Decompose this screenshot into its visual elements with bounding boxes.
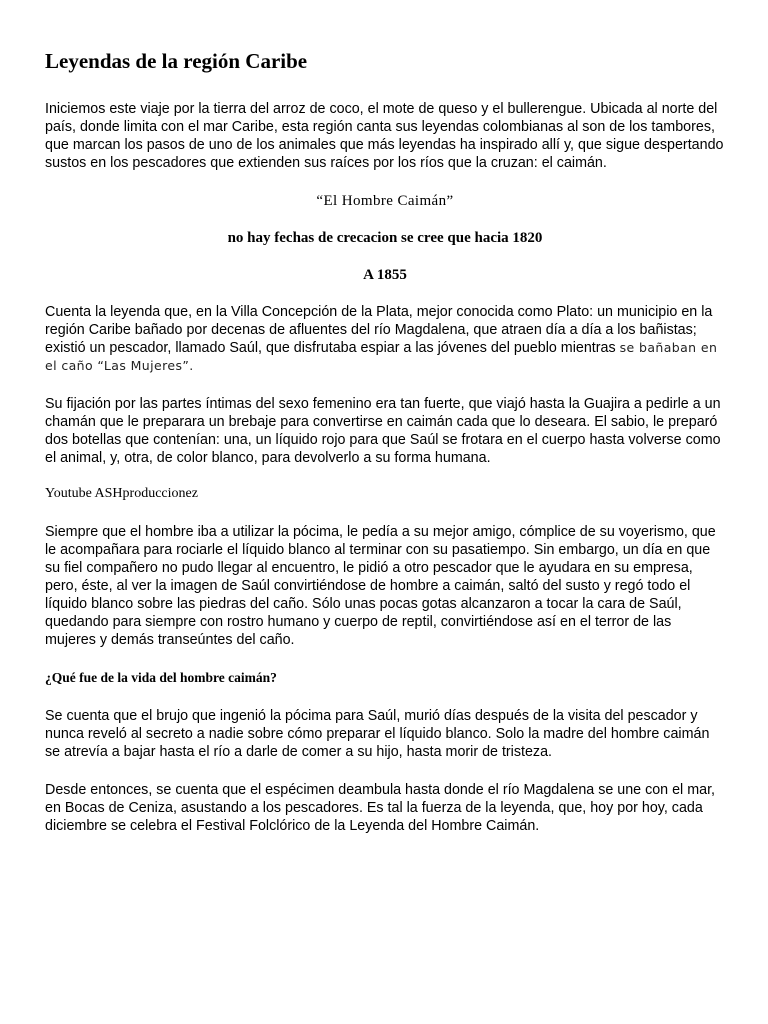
date-line-2: A 1855 <box>363 267 407 283</box>
paragraph-1-main: Cuenta la leyenda que, en la Villa Concepción de la Plata, mejor conocida como Plato: un municipio en la región Caribe bañado por decenas de afluentes del río Magdalena, que atraen día a día a los bañistas; existió un pescador, llamado Saúl, que disfrutaba espiar a las jóvenes del pueblo mientras <box>45 304 713 356</box>
paragraph-5: Desde entonces, se cuenta que el espécimen deambula hasta donde el río Magdalena se une con el mar, en Bocas de Ceniza, asustando a los pescadores. Es tal la fuerza de la leyenda, que, hoy por hoy, cada diciembre se celebra el Festival Folclórico de la Leyenda del Hombre Caimán. <box>45 782 716 834</box>
paragraph-2: Su fijación por las partes íntimas del sexo femenino era tan fuerte, que viajó hasta la Guajira a pedirle a un chamán que le preparara un brebaje para convertirse en caimán cada que lo deseara. El sabio, le preparó dos botellas que contenían: una, un líquido rojo para que Saúl se frotara en el cuerpo hasta volverse como el animal, y, otra, de color blanco, para devolverlo a su forma humana. <box>45 396 721 466</box>
paragraph-4: Se cuenta que el brujo que ingenió la pócima para Saúl, murió días después de la visita del pescador y nunca reveló al secreto a nadie sobre cómo preparar el líquido blanco. Solo la madre del hombre caimán se atrevía a bajar hasta el río a darle de comer a su hijo, hasta morir de tristeza. <box>45 708 710 760</box>
page-title: Leyendas de la región Caribe <box>45 49 308 73</box>
intro-paragraph: Iniciemos este viaje por la tierra del arroz de coco, el mote de queso y el bullerengue. Ubicada al norte del país, donde limita con el mar Caribe, esta región canta sus leyendas colombianas al son de los tambores, que marcan los pasos de uno de los animales que más leyendas ha inspirado allí y, que sigue despertando sustos en los pescadores que extienden sus raíces por los ríos que la cruzan: el caimán. <box>45 101 724 171</box>
paragraph-1 <box>45 303 725 375</box>
subheading: ¿Qué fue de la vida del hombre caimán? <box>45 670 277 685</box>
paragraph-1-tail: se bañaban en el caño “Las Mujeres”. <box>45 340 718 373</box>
document-page <box>45 48 725 835</box>
paragraph-3: Siempre que el hombre iba a utilizar la pócima, le pedía a su mejor amigo, cómplice de su voyerismo, que le acompañara para rociarle el líquido blanco al terminar con su pasatiempo. Sin embargo, un día en que su fiel compañero no pudo llegar al encuentro, le pidió a otro pescador que le ayudara en su empresa, pero, éste, al ver la imagen de Saúl convirtiéndose de hombre a caimán, saltó del susto y regó todo el líquido blanco sobre las piedras del caño. Sólo unas pocas gotas alcanzaron a tocar la cara de Saúl, quedando para siempre con rostro humano y cuerpo de reptil, convirtiéndose así en el terror de las mujeres y demás transeúntes del caño. <box>45 524 716 648</box>
credit-line: Youtube ASHproduccionez <box>45 486 198 501</box>
date-line-1: no hay fechas de crecacion se cree que hacia 1820 <box>227 230 543 246</box>
story-title: “El Hombre Caimán” <box>316 193 454 209</box>
